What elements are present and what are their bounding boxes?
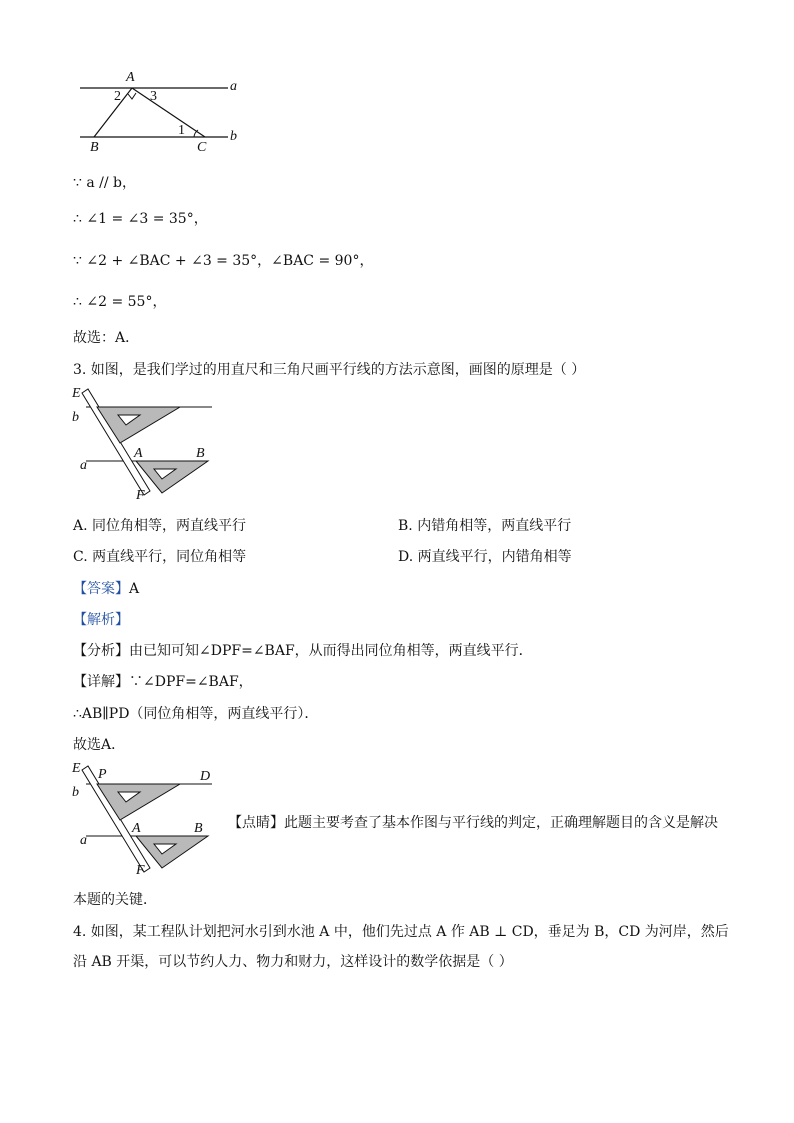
label-B: B — [194, 821, 203, 836]
analysis-tag: 【解析】 — [73, 612, 129, 628]
choose-line: 故选A． — [73, 737, 126, 753]
question-4-line-1: 4. 如图，某工程队计划把河水引到水池 A 中，他们先过点 A 作 AB ⊥ CD，垂足为 B，CD 为河岸，然后 — [73, 924, 729, 940]
dianjing-line — [228, 812, 718, 832]
question-4-line-2: 沿 AB 开渠，可以节约人力、物力和财力，这样设计的数学依据是（ ） — [73, 954, 513, 970]
answer-line — [73, 578, 139, 598]
dianjing-tag: 【点睛】 — [228, 815, 284, 831]
figure-parallel-triangle — [70, 68, 250, 158]
solution-line-2: ∴ ∠1 = ∠3 = 35°， — [73, 211, 208, 227]
label-F: F — [136, 488, 145, 503]
label-F: F — [136, 863, 145, 878]
label-b: b — [72, 785, 79, 800]
label-a: a — [230, 79, 237, 94]
label-a: a — [80, 833, 87, 848]
option-b: B. 内错角相等，两直线平行 — [398, 518, 572, 534]
label-E: E — [72, 386, 81, 401]
option-d: D. 两直线平行，内错角相等 — [398, 549, 572, 565]
solution-line-1: ∵ a // b， — [73, 175, 136, 191]
fenxi-tag: 【分析】 — [73, 643, 129, 659]
conclusion-line: ∴AB∥PD（同位角相等，两直线平行）． — [73, 706, 319, 722]
label-3: 3 — [150, 89, 157, 104]
option-a: A. 同位角相等，两直线平行 — [73, 518, 247, 534]
solution-line-4: ∴ ∠2 = 55°， — [73, 294, 167, 310]
xiangjie-line — [73, 671, 253, 691]
label-B: B — [196, 446, 205, 461]
label-D: D — [200, 769, 211, 784]
label-A: A — [134, 446, 143, 461]
dianjing-continuation: 本题的关键． — [73, 892, 157, 908]
label-b: b — [72, 410, 79, 425]
label-P: P — [98, 767, 107, 782]
dianjing-text: 此题主要考查了基本作图与平行线的判定，正确理解题目的含义是解决 — [284, 815, 718, 831]
xiangjie-text: ∵∠DPF=∠BAF， — [129, 674, 253, 690]
fenxi-text: 由已知可知∠DPF=∠BAF，从而得出同位角相等，两直线平行． — [129, 643, 533, 659]
answer-value: A — [129, 581, 140, 597]
label-B: B — [90, 140, 99, 155]
answer-tag: 【答案】 — [73, 581, 129, 597]
label-A: A — [126, 70, 135, 85]
solution-line-3: ∵ ∠2 + ∠BAC + ∠3 = 35°，∠BAC = 90°， — [73, 253, 374, 269]
option-c: C. 两直线平行，同位角相等 — [73, 549, 247, 565]
label-A: A — [132, 821, 141, 836]
label-E: E — [72, 761, 81, 776]
label-b: b — [230, 129, 237, 144]
figure-ruler-set-square — [68, 383, 218, 503]
xiangjie-tag: 【详解】 — [73, 674, 129, 690]
label-C: C — [197, 140, 207, 155]
label-a: a — [80, 458, 87, 473]
label-1: 1 — [178, 123, 185, 138]
figure-ruler-set-square-labeled — [68, 760, 218, 880]
label-2: 2 — [114, 89, 121, 104]
fenxi-line — [73, 640, 533, 660]
solution-choice: 故选：A． — [73, 330, 140, 346]
question-3-stem: 3. 如图，是我们学过的用直尺和三角尺画平行线的方法示意图，画图的原理是（ ） — [73, 362, 586, 378]
